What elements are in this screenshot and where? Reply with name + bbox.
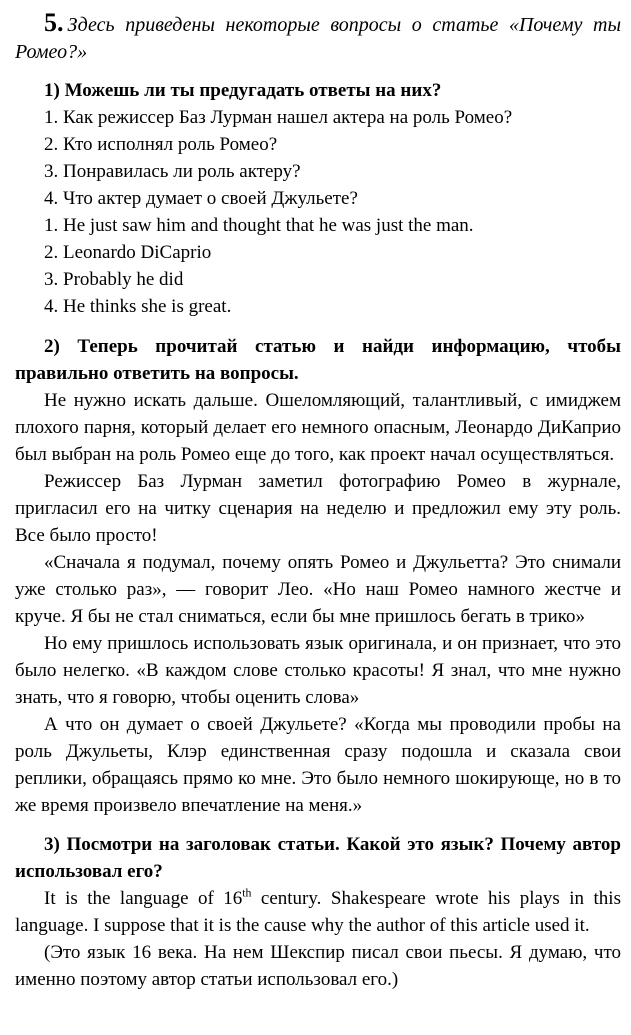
task-3-answer-ru: (Это язык 16 века. На нем Шекспир писал свои пьесы. Я думаю, что именно поэтому автор статьи использовал его.) — [15, 942, 621, 990]
question-item-1: 1. Как режиссер Баз Лурман нашел актера на роль Ромео? — [44, 107, 513, 128]
article-paragraph-2: Режиссер Баз Лурман заметил фотографию Ромео в журнале, пригласил его на читку сценария на неделю и предложил ему эту роль. Все было просто! — [15, 471, 621, 546]
task-3-answer-en — [15, 885, 621, 939]
article-paragraph-1: Не нужно искать дальше. Ошеломляющий, талантливый, с имиджем плохого парня, который делает его немного опасным, Леонардо ДиКаприо был выбран на роль Ромео еще до того, как проект начал осуществляться. — [15, 390, 621, 465]
task-1-heading: 1) Можешь ли ты предугадать ответы на них? — [44, 80, 442, 101]
answer-item-1: 1. He just saw him and thought that he was just the man. — [44, 215, 474, 236]
task-2-heading: 2) Теперь прочитай статью и найди информацию, чтобы правильно ответить на вопросы. — [15, 336, 621, 384]
answer-en-text-continued: century. Shakespeare wrote his plays in this language. I suppose that it is the cause why the author of this article used it. — [15, 888, 621, 936]
exercise-number: 5. — [44, 8, 64, 37]
question-item-4: 4. Что актер думает о своей Джульете? — [44, 188, 358, 209]
answer-en-text: It is the language of 16 — [44, 888, 243, 909]
question-item-2: 2. Кто исполнял роль Ромео? — [44, 134, 278, 155]
article-paragraph-5: А что он думает о своей Джульете? «Когда мы проводили пробы на роль Джульеты, Клэр единственная сразу подошла и сказала свои реплики, обращаясь прямо ко мне. Это было немного шокирующе, но в то же время произвело впечатление на меня.» — [15, 714, 621, 816]
question-list — [15, 104, 621, 212]
article-body — [15, 387, 621, 819]
article-paragraph-4: Но ему пришлось использовать язык оригинала, и он признает, что это было нелегко. «В каждом слове столько красоты! Я знал, что мне нужно знать, что я говорю, чтобы оценить слова» — [15, 633, 621, 708]
ordinal-superscript: th — [242, 886, 252, 900]
answer-item-3: 3. Probably he did — [44, 269, 184, 290]
answer-item-2: 2. Leonardo DiCaprio — [44, 242, 212, 263]
exercise-intro-text: Здесь приведены некоторые вопросы о статье «Почему ты Ромео?» — [15, 14, 621, 63]
task-3-heading: 3) Посмотри на заголовак статьи. Какой это язык? Почему автор использовал его? — [15, 834, 621, 882]
answer-item-4: 4. He thinks she is great. — [44, 296, 232, 317]
exercise-intro — [15, 9, 621, 66]
article-paragraph-3: «Сначала я подумал, почему опять Ромео и Джульетта? Это снимали уже столько раз», — говорит Лео. «Но наш Ромео намного жестче и круче. Я бы не стал сниматься, если бы мне пришлось бегать в трико» — [15, 552, 621, 627]
answer-list — [15, 212, 621, 320]
question-item-3: 3. Понравилась ли роль актеру? — [44, 161, 301, 182]
